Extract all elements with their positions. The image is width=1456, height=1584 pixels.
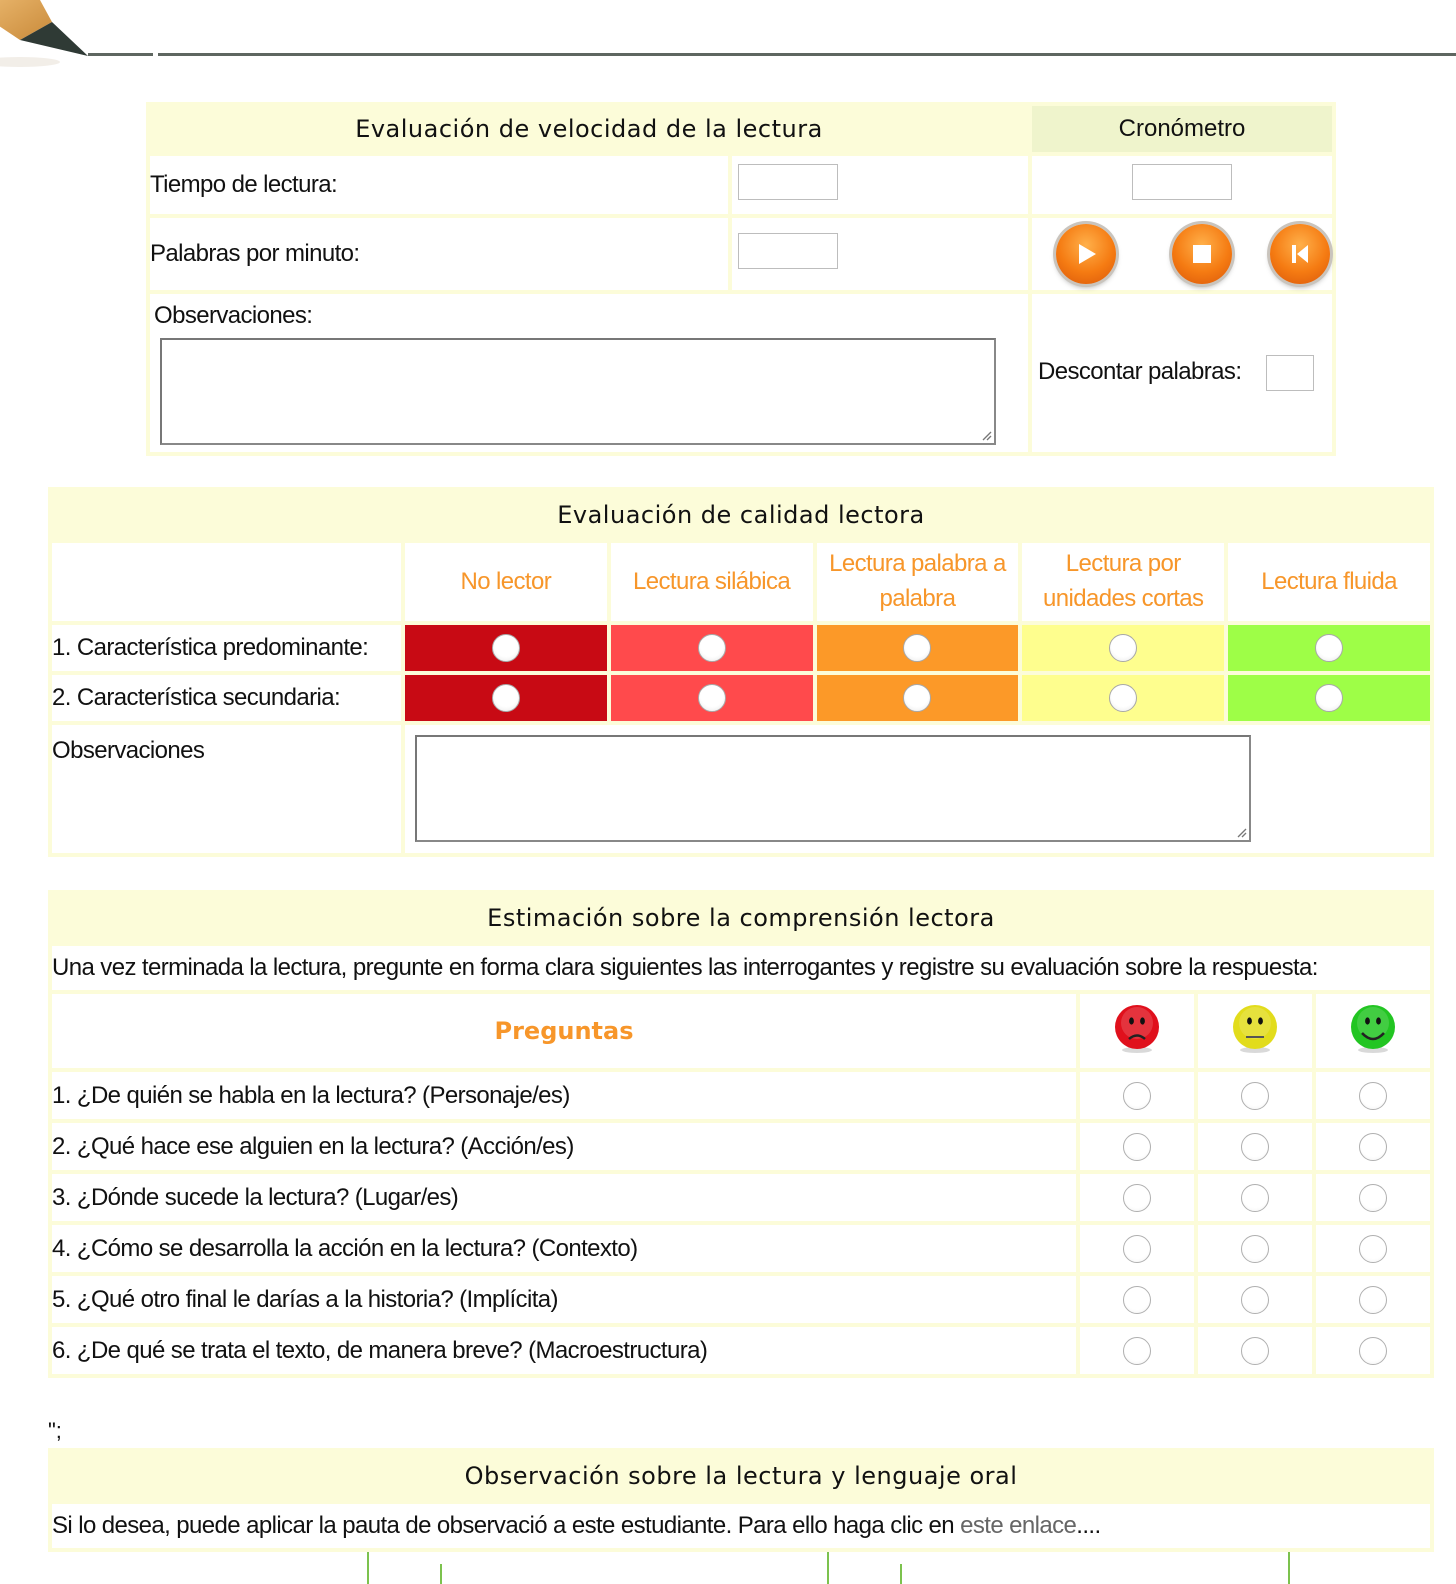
answer-radio-sad-face[interactable]: [1123, 1235, 1151, 1263]
answer-radio-neutral-face[interactable]: [1241, 1184, 1269, 1212]
question-text: 5. ¿Qué otro final le darías a la historia? (Implícita): [52, 1276, 1076, 1323]
answer-cell: [1316, 1072, 1430, 1119]
skip-back-icon: [1288, 242, 1312, 266]
decorative-grass: [900, 1564, 902, 1584]
quality-radio[interactable]: [1109, 684, 1137, 712]
quality-title: Evaluación de calidad lectora: [52, 491, 1430, 539]
face-header-cell: [1316, 994, 1430, 1068]
question-text: 4. ¿Cómo se desarrolla la acción en la lectura? (Contexto): [52, 1225, 1076, 1272]
reset-button[interactable]: [1270, 224, 1330, 284]
stopwatch-display[interactable]: [1132, 164, 1232, 200]
answer-cell: [1198, 1276, 1312, 1323]
face-header-cell: [1080, 994, 1194, 1068]
answer-radio-neutral-face[interactable]: [1241, 1133, 1269, 1161]
answer-cell: [1316, 1276, 1430, 1323]
question-text: 6. ¿De qué se trata el texto, de manera breve? (Macroestructura): [52, 1327, 1076, 1374]
answer-radio-sad-face[interactable]: [1123, 1184, 1151, 1212]
quality-observations-label: Observaciones: [52, 725, 401, 853]
oral-table: [48, 1448, 1434, 1552]
stop-button[interactable]: [1172, 224, 1232, 284]
quality-option-cell: [1228, 675, 1430, 721]
decorative-grass: [827, 1552, 829, 1584]
quality-header-row: [52, 543, 1430, 621]
quality-column-header: Lectura silábica: [611, 543, 813, 621]
answer-radio-happy-face[interactable]: [1359, 1184, 1387, 1212]
quality-radio[interactable]: [698, 684, 726, 712]
quality-option-cell: [611, 675, 813, 721]
answer-radio-happy-face[interactable]: [1359, 1337, 1387, 1365]
answer-radio-sad-face[interactable]: [1123, 1337, 1151, 1365]
quality-column-header: Lectura por unidades cortas: [1022, 543, 1224, 621]
reading-time-input[interactable]: [738, 164, 838, 200]
face-header-cell: [1198, 994, 1312, 1068]
neutral-face-icon: [1230, 1003, 1280, 1053]
question-text: 1. ¿De quién se habla en la lectura? (Personaje/es): [52, 1072, 1076, 1119]
answer-cell: [1198, 1225, 1312, 1272]
quality-radio[interactable]: [1315, 684, 1343, 712]
decorative-grass: [440, 1564, 442, 1584]
answer-cell: [1198, 1123, 1312, 1170]
sad-face-icon: [1112, 1003, 1162, 1053]
pencil-icon: [0, 0, 90, 70]
answer-cell: [1080, 1123, 1194, 1170]
quality-option-cell: [1022, 625, 1224, 671]
stray-text: ";: [48, 1418, 62, 1443]
quality-option-cell: [405, 625, 607, 671]
quality-radio[interactable]: [1109, 634, 1137, 662]
answer-radio-neutral-face[interactable]: [1241, 1235, 1269, 1263]
quality-option-cell: [405, 675, 607, 721]
quality-radio[interactable]: [903, 634, 931, 662]
answer-cell: [1080, 1276, 1194, 1323]
answer-radio-neutral-face[interactable]: [1241, 1286, 1269, 1314]
resize-grip-icon: [980, 429, 992, 441]
comprehension-header-row: [52, 994, 1430, 1068]
quality-column-header: Lectura palabra a palabra: [817, 543, 1019, 621]
answer-cell: [1080, 1072, 1194, 1119]
observations-textarea[interactable]: [160, 338, 996, 445]
answer-radio-neutral-face[interactable]: [1241, 1082, 1269, 1110]
page-header: [0, 0, 1456, 90]
resize-grip-icon: [1235, 826, 1247, 838]
discount-label: Descontar palabras:: [1038, 358, 1242, 386]
wpm-label: Palabras por minuto:: [150, 218, 728, 290]
quality-radio[interactable]: [903, 684, 931, 712]
quality-row: [52, 625, 1430, 671]
question-row: [52, 1174, 1430, 1221]
header-rule: [158, 53, 1456, 56]
stopwatch-cell: [1032, 156, 1332, 214]
oral-text: [52, 1504, 1430, 1548]
happy-face-icon: [1348, 1003, 1398, 1053]
question-row: [52, 1327, 1430, 1374]
play-button[interactable]: [1056, 224, 1116, 284]
quality-observations-cell: [405, 725, 1430, 853]
stop-icon: [1191, 243, 1213, 265]
answer-radio-happy-face[interactable]: [1359, 1235, 1387, 1263]
quality-row-label: 2. Característica secundaria:: [52, 675, 401, 721]
quality-column-header: No lector: [405, 543, 607, 621]
answer-cell: [1198, 1327, 1312, 1374]
comprehension-table: [48, 890, 1434, 1378]
answer-radio-sad-face[interactable]: [1123, 1133, 1151, 1161]
quality-row-label: 1. Característica predominante:: [52, 625, 401, 671]
quality-option-cell: [1228, 625, 1430, 671]
stopwatch-title: Cronómetro: [1032, 106, 1332, 152]
quality-radio[interactable]: [492, 684, 520, 712]
discount-cell: [1032, 294, 1332, 452]
empty-header-cell: [52, 543, 401, 621]
observation-link[interactable]: este enlace: [960, 1512, 1077, 1539]
answer-cell: [1316, 1225, 1430, 1272]
quality-column-header: Lectura fluida: [1228, 543, 1430, 621]
decorative-grass: [367, 1552, 369, 1584]
wpm-input[interactable]: [738, 233, 838, 269]
answer-cell: [1080, 1327, 1194, 1374]
play-icon: [1073, 241, 1099, 267]
oral-text-after: ....: [1076, 1512, 1101, 1539]
answer-radio-neutral-face[interactable]: [1241, 1337, 1269, 1365]
header-rule: [88, 53, 153, 56]
decorative-grass: [1288, 1552, 1290, 1584]
question-row: [52, 1072, 1430, 1119]
stopwatch-controls: [1032, 218, 1332, 290]
quality-observations-textarea[interactable]: [415, 735, 1251, 842]
reading-time-label: Tiempo de lectura:: [150, 156, 728, 214]
reading-time-cell: [732, 156, 1028, 214]
oral-title: Observación sobre la lectura y lenguaje oral: [52, 1452, 1430, 1500]
answer-cell: [1080, 1225, 1194, 1272]
quality-option-cell: [817, 625, 1019, 671]
questions-header: Preguntas: [52, 994, 1076, 1068]
quality-radio[interactable]: [492, 634, 520, 662]
discount-input[interactable]: [1266, 355, 1314, 391]
observations-cell: [150, 294, 1028, 452]
question-text: 2. ¿Qué hace ese alguien en la lectura? (Acción/es): [52, 1123, 1076, 1170]
quality-option-cell: [817, 675, 1019, 721]
answer-cell: [1080, 1174, 1194, 1221]
question-text: 3. ¿Dónde sucede la lectura? (Lugar/es): [52, 1174, 1076, 1221]
answer-radio-happy-face[interactable]: [1359, 1286, 1387, 1314]
comprehension-instructions: Una vez terminada la lectura, pregunte en forma clara siguientes las interrogantes y registre su evaluación sobre la respuesta:: [52, 946, 1430, 990]
question-row: [52, 1123, 1430, 1170]
wpm-cell: [732, 218, 1028, 290]
comprehension-title: Estimación sobre la comprensión lectora: [52, 894, 1430, 942]
answer-cell: [1316, 1174, 1430, 1221]
velocity-table: [146, 102, 1336, 456]
quality-table: [48, 487, 1434, 857]
answer-radio-sad-face[interactable]: [1123, 1286, 1151, 1314]
quality-option-cell: [611, 625, 813, 671]
answer-cell: [1198, 1072, 1312, 1119]
oral-text-before: Si lo desea, puede aplicar la pauta de observació a este estudiante. Para ello haga clic en: [52, 1512, 961, 1539]
quality-row: [52, 675, 1430, 721]
observations-label: Observaciones:: [154, 302, 313, 329]
answer-radio-happy-face[interactable]: [1359, 1082, 1387, 1110]
quality-option-cell: [1022, 675, 1224, 721]
velocity-title: Evaluación de velocidad de la lectura: [150, 106, 1028, 152]
quality-radio[interactable]: [698, 634, 726, 662]
question-row: [52, 1225, 1430, 1272]
answer-cell: [1316, 1327, 1430, 1374]
question-row: [52, 1276, 1430, 1323]
quality-radio[interactable]: [1315, 634, 1343, 662]
answer-radio-sad-face[interactable]: [1123, 1082, 1151, 1110]
answer-cell: [1316, 1123, 1430, 1170]
answer-cell: [1198, 1174, 1312, 1221]
answer-radio-happy-face[interactable]: [1359, 1133, 1387, 1161]
